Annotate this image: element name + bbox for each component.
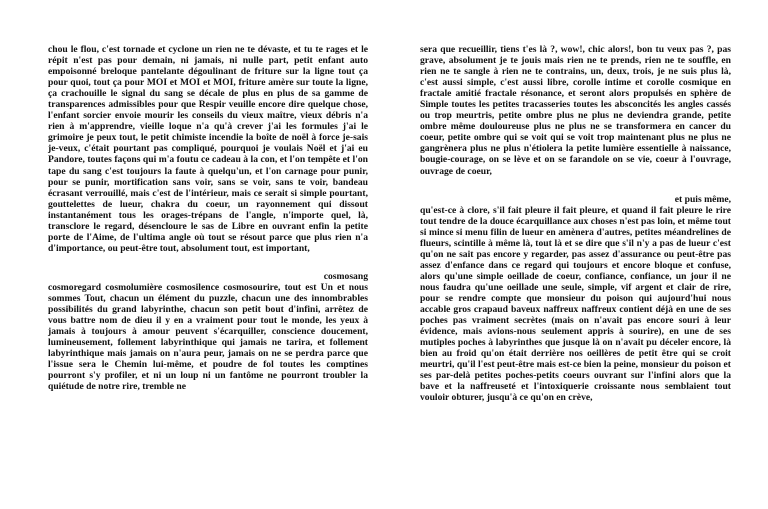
right-paragraph-2-lead: et puis même,: [674, 193, 731, 205]
paragraph-gap: [420, 177, 731, 194]
paragraph-gap: [48, 254, 368, 271]
right-page: [420, 44, 731, 403]
left-paragraph-2: cosmoregard cosmolumière cosmosilence cosmosourire, tout est Un et nous sommes Tout, chacun un élément du puzzle, chacun une des innombrables possibilités du grand labyrinthe, chacun son petit bout d'infini, arrêtez de vous battre nom de dieu il y en a vraiment pour tout le monde, les yeux à jamais à toujours à amour peuvent s'écarquiller, conscience doucement, lumineusement, follement labyrinthique qui jamais ne tarira, et follement labyrinthique mais jamais on n'aura peur, jamais on ne se perdra parce que l'issue sera le Chemin lui-même, et poudre de fol toutes les comptines pourront s'y profiler, et ni un loup ni un fantôme ne pourront troubler la quiétude de notre rire, tremble ne: [48, 281, 368, 393]
left-page: [48, 44, 368, 392]
right-paragraph-1: sera que recueillir, tiens t'es là ?, wow!, chic alors!, bon tu veux pas ?, pas grave, absolument je te jouis mais rien ne te prends, rien ne te souffle, en rien ne te sangle à rien ne te contrains, un, deux, trois, je ne suis plus là, c'est aussi simple, c'est aussi libre, corolle intime et corolle cosmique en fractale amitié fractale résonance, et seront alors propulsés en sphère de Simple toutes les petites tracasseries toutes les absconcités les angles cassés ou trop meurtris, petite ombre plus ne plus ne deviendra grande, petite ombre même douloureuse plus ne plus ne se transformera en cancer du coeur, petite ombre qui se voit qui se voit trop maintenant plus ne plus ne gangrènera plus ne plus n'étiolera la petite lumière essentielle à naissance, bougie-courage, on se lève et on se farandole on se vie, coeur à l'ouvrage, ouvrage de coeur,: [420, 44, 731, 177]
right-paragraph-2: qu'est-ce à clore, s'il fait pleure il fait pleure, et quand il fait pleure le rire tout tendre de la douce écarquillance aux choses n'est pas loin, et même tout si mince si menu filin de lueur en amènera d'autres, petites méandrelines de flueurs, scintille à même là, tout là et se dire que s'il n'y a pas de lueur c'est qu'on ne sait pas encore y regarder, pas assez d'assurance ou peut-être pas assez d'enfance dans ce regard qui toujours et encore bloque et confuse, alors qu'une simple oeillade de coeur, confiance, confiance, un jour il ne nous faudra qu'une oeillade une seule, simple, vif argent et clair de rire, pour se rendre compte que monsieur du poison qui aujourd'hui nous accable gros crapaud baveux naffreux naffreux contient déjà en une de ses poches pas vraiment secrètes (mais on n'avait pas encore souri à leur évidence, mais avions-nous seulement appris à sourire), en une de ses mutiples poches à labyrinthes que jusque là on n'avait pu déceler encore, là bien au froid qu'on était derrière nos oeillères de petit être qui se croit meurtri, qu'il l'est peut-être mais est-ce bien la peine, monsieur du poison et ses par-delà petites poches-petits coeurs ouvrant sur l'infini alors que la bave et la naffreuseté et l'intoxiquerie croissante nous semblaient tout vouloir obturer, jusqu'à ce qu'on en crève,: [420, 204, 731, 404]
left-paragraph-2-lead: cosmosang: [323, 270, 368, 282]
left-paragraph-1: chou le flou, c'est tornade et cyclone un rien ne te dévaste, et tu te rages et le répit n'est pas pour demain, ni jamais, ni nulle part, petit enfant auto empoisonné breloque pantelante dégoulinant de friture sur la ligne tout ça pour quoi, tout ça pour MOI et MOI et MOI, friture amère sur toute la ligne, ça crachouille le signal du sang se décale de plus en plus de sa gamme de transparences admissibles pour que Respir veuille encore dire quelque chose, l'enfant sorcier envoie mourir les conseils du vieux maître, vieux débris n'a rien à m'apprendre, vieille loque n'a qu'à crever j'ai les formules j'ai le grimoire je peux tout, le petit chimiste incendie la boîte de noël à force je-sais je-veux, c'était pourtant pas compliqué, pourquoi je voulais Noël et j'ai eu Pandore, toutes façons qui m'a foutu ce cadeau à la con, et l'on tempête et l'on tape du sang c'est toujours la faute à quelqu'un, et l'on carnage pour punir, pour se punir, mortification sans voir, sans se voir, sans te voir, bandeau écrasant verrouillé, mais c'est de l'intérieur, mais ce serait si simple pourtant, gouttelettes de lueur, chakra du coeur, un rayonnement qui dissout instantanément tous les orages-trépans de l'angle, n'importe quel, là, transclore le regard, désencloure le sas de Libre en ouvrant enfin la petite porte de l'Aime, de l'ultima angle où tout se résout parce que plus rien n'a d'importance, ou peut-être tout, absolument tout, est important,: [48, 44, 368, 254]
